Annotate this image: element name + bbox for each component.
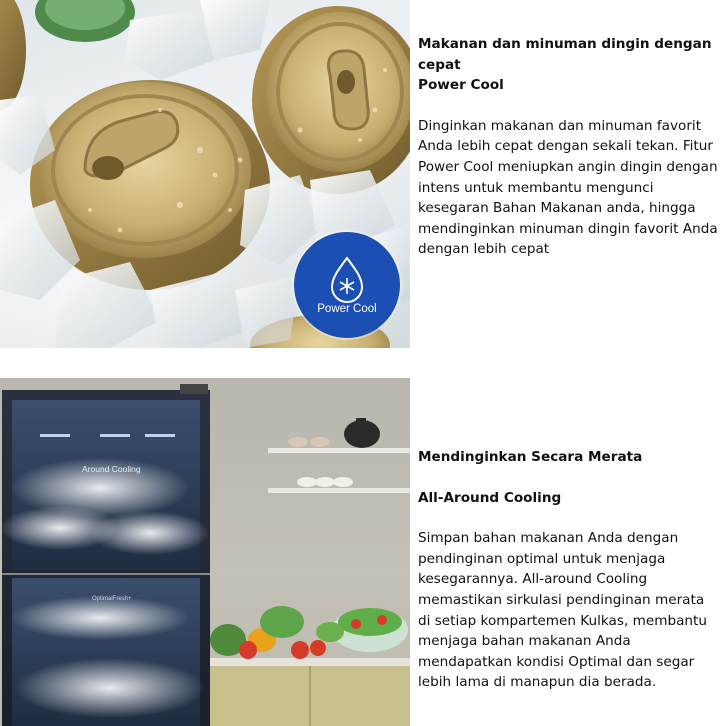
fridge-label-bottom: OptimalFresh+ — [92, 596, 132, 602]
fridge-kitchen-illustration — [0, 378, 410, 726]
power-cool-feature-name: Power Cool — [418, 77, 504, 94]
all-around-description: Simpan bahan makanan Anda dengan pendinginan optimal untuk menjaga kesegarannya. All-around Cooling memastikan sirkulasi pendinginan merata di setiap kompartemen Kulkas, membantu menjaga bahan makanan Anda mendapatkan kondisi Optimal dan segar lebih lama di manapun dia berada. — [418, 530, 707, 691]
power-cool-badge-label: Power Cool — [317, 303, 377, 315]
fridge-label-top: Around Cooling — [82, 464, 141, 474]
all-around-cooling-photo — [0, 378, 410, 726]
water-drop-snowflake-icon — [294, 232, 400, 338]
power-cool-badge — [294, 232, 400, 338]
all-around-title: Mendinginkan Secara Merata — [418, 449, 643, 465]
power-cool-photo — [0, 0, 410, 348]
all-around-cooling-text — [418, 447, 718, 693]
power-cool-title: Makanan dan minuman dingin dengan cepat — [418, 36, 712, 73]
all-around-feature-name: All-Around Cooling — [418, 489, 562, 506]
power-cool-description: Dinginkan makanan dan minuman favorit Anda lebih cepat dengan sekali tekan. Fitur Power Cool meniupkan angin dingin dengan intens untuk membantu mengunci kesegaran Bahan Makanan anda, hingga mendinginkan minuman dingin favorit Anda dengan lebih cepat — [418, 117, 718, 258]
power-cool-text — [418, 34, 718, 260]
